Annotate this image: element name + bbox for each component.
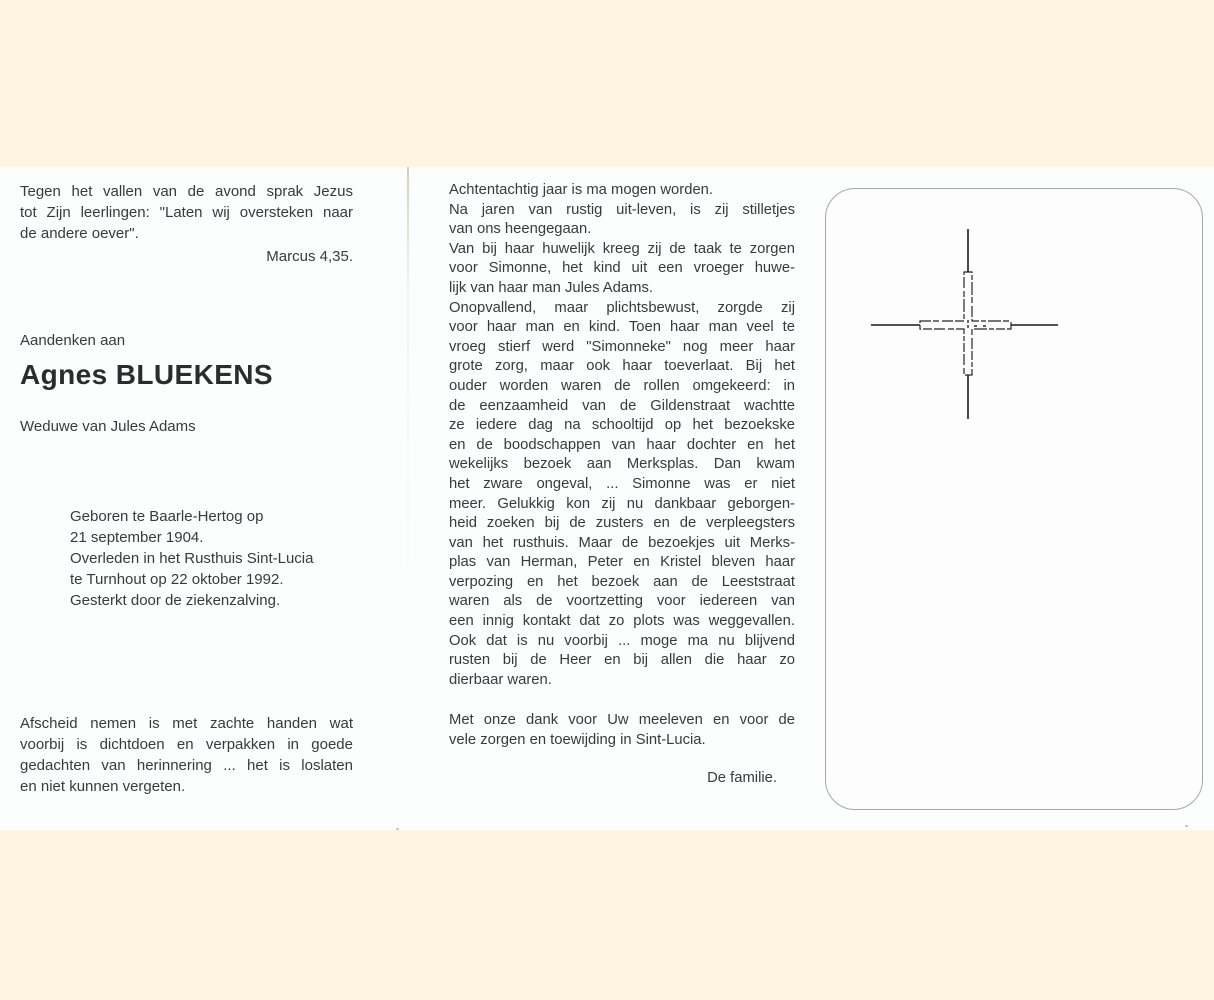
farewell-line: voorbij is dichtdoen en verpakken in goede <box>20 736 353 753</box>
quote-source: Marcus 4,35. <box>266 248 353 265</box>
dust-speck <box>1185 825 1188 827</box>
life-line: Gesterkt door de ziekenzalving. <box>70 592 281 609</box>
thanks-text <box>449 711 795 750</box>
quote-line: Tegen het vallen van de avond sprak Jezus <box>20 183 353 200</box>
fold-line <box>407 167 409 830</box>
bio-line: ze iedere dag na schooltijd op het bezoekske <box>449 417 795 434</box>
bio-line: Onopvallend, maar plichtsbewust, zorgde zij <box>449 299 795 316</box>
quote-line: tot Zijn leerlingen: "Laten wij oversteken naar <box>20 204 353 221</box>
farewell-line: gedachten van herinnering ... het is loslaten <box>20 757 353 774</box>
bio-line: Achtentachtig jaar is ma mogen worden. <box>449 182 714 198</box>
deceased-name: Agnes BLUEKENS <box>20 359 273 390</box>
farewell-line: Afscheid nemen is met zachte handen wat <box>20 715 353 732</box>
bio-line: meer. Gelukkig kon zij nu dankbaar geborgen- <box>449 495 795 512</box>
bio-line: rusten bij de Heer en bij allen die haar zo <box>449 652 795 669</box>
life-line: te Turnhout op 22 oktober 1992. <box>70 571 284 588</box>
biography-text <box>449 181 795 690</box>
bio-line: Van bij haar huwelijk kreeg zij de taak te zorgen <box>449 240 795 257</box>
bio-line: van het rusthuis. Maar de bezoekjes uit Merks- <box>449 534 795 551</box>
farewell-line: en niet kunnen vergeten. <box>20 778 186 795</box>
bio-line: en de boodschappen van haar dochter en het <box>449 436 795 453</box>
bio-line: voor Simonne, het kind uit een vroeger huwe- <box>449 260 795 277</box>
bio-line: Ook dat is nu voorbij ... moge ma nu blijvend <box>449 632 795 649</box>
dust-speck <box>396 828 399 830</box>
bio-line: wekelijks bezoek aan Merksplas. Dan kwam <box>449 456 795 473</box>
quote-line: de andere oever". <box>20 225 139 242</box>
bio-line: grote zorg, maar ook haar toeverlaat. Bij het <box>449 358 795 375</box>
life-line: Overleden in het Rusthuis Sint-Lucia <box>70 550 314 567</box>
memorial-label: Aandenken aan <box>20 332 126 349</box>
bio-line: voor haar man en kind. Toen haar man veel te <box>449 319 795 336</box>
bio-line: dierbaar waren. <box>449 671 552 688</box>
bio-line: van ons heengegaan. <box>449 221 592 238</box>
thanks-line: Met onze dank voor Uw meeleven en voor de <box>449 712 795 728</box>
bio-line: vroeg stierf werd "Simonneke" nog meer haar <box>449 338 795 355</box>
life-dates <box>70 506 370 611</box>
bible-quote <box>20 181 353 244</box>
bio-line: het zware ongeval, ... Simonne was er niet <box>449 475 795 492</box>
thanks-line: vele zorgen en toewijding in Sint-Lucia. <box>449 731 706 748</box>
signature: De familie. <box>707 770 777 786</box>
bio-line: waren als de voortzetting voor iedereen van <box>449 593 795 610</box>
scan-area <box>0 167 1214 830</box>
bio-line: ouder worden waren de rollen omgekeerd: in <box>449 377 795 394</box>
relation-line: Weduwe van Jules Adams <box>20 418 196 435</box>
bio-line: de eenzaamheid van de Gildenstraat wachtte <box>449 397 795 414</box>
farewell-poem <box>20 713 353 797</box>
bio-line: verpozing en het bezoek aan de Leeststraat <box>449 573 795 590</box>
front-card-panel <box>825 188 1203 810</box>
life-line: Geboren te Baarle-Hertog op <box>70 508 264 525</box>
life-line: 21 september 1904. <box>70 529 204 546</box>
bio-line: heid zoeken bij de zusters en de verpleegsters <box>449 515 795 532</box>
cross-icon <box>868 225 1068 425</box>
bio-line: plas van Herman, Peter en Kristel bleven haar <box>449 554 795 571</box>
bio-line: Na jaren van rustig uit-leven, is zij stilletjes <box>449 201 795 218</box>
bio-line: een innig kontakt dat zo plots was weggevallen. <box>449 613 795 630</box>
bio-line: lijk van haar man Jules Adams. <box>449 279 653 296</box>
